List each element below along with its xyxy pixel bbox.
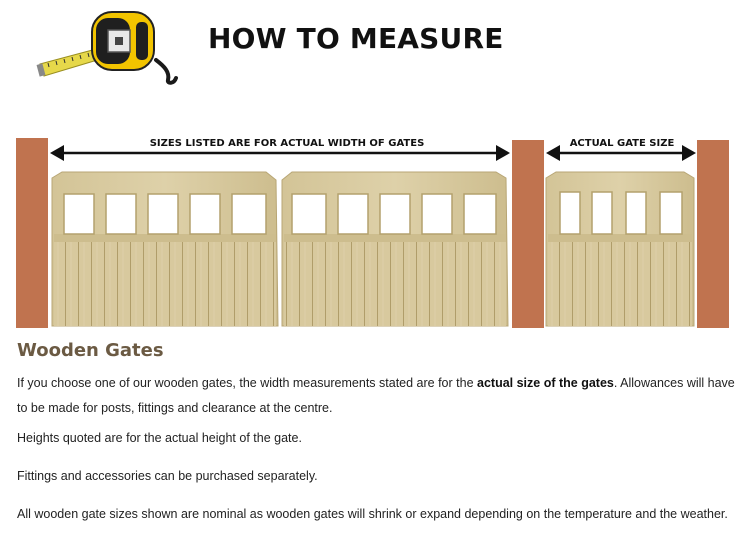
tape-measure-icon [36, 8, 186, 88]
double-gate-dimension-label: SIZES LISTED ARE FOR ACTUAL WIDTH OF GATES [149, 138, 425, 149]
page-title: HOW TO MEASURE [208, 22, 504, 55]
gate-post-left [16, 138, 48, 328]
gate-post-right [697, 140, 729, 328]
wooden-gates-description [17, 371, 745, 540]
paragraph-fittings: Fittings and accessories can be purchased separately. [17, 469, 318, 483]
emphasis-actual-size: actual size of the gates [477, 376, 614, 390]
single-gate-dimension-label: ACTUAL GATE SIZE [569, 138, 675, 149]
double-gate-right-leaf [282, 172, 508, 326]
gate-measurement-diagram [0, 130, 755, 335]
single-gate [546, 172, 694, 326]
paragraph-allowances: If you choose one of our wooden gates, the width measurements stated are for the actual size of the gates. Allowances will have to be made for posts, fittings and clearance at the centre. [17, 376, 735, 415]
section-heading: Wooden Gates [17, 340, 164, 361]
double-gate-left-leaf [52, 172, 278, 326]
paragraph-nominal-sizes: All wooden gate sizes shown are nominal as wooden gates will shrink or expand depending on the temperature and the weather. [17, 507, 728, 521]
paragraph-heights: Heights quoted are for the actual height of the gate. [17, 431, 302, 445]
gate-post-middle [512, 140, 544, 328]
